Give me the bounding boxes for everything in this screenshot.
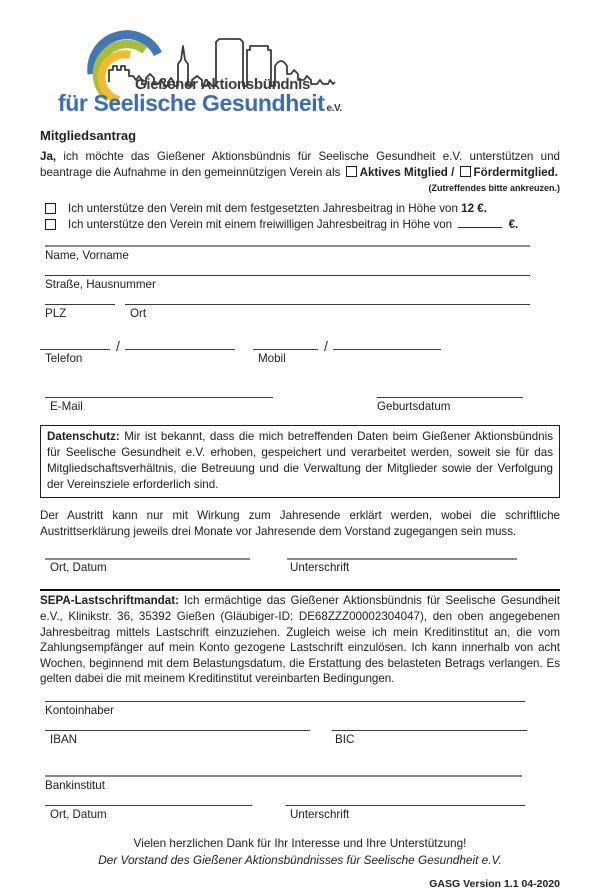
iban-input-line[interactable]: [45, 730, 310, 731]
ankreuzen-note: (Zutreffendes bitte ankreuzen.): [428, 182, 560, 193]
ort-field-label: Ort: [130, 306, 147, 320]
fixed-contribution-amount: 12 €.: [461, 201, 487, 215]
unterschrift-signature-line-2[interactable]: [286, 805, 525, 806]
plz-field-label: PLZ: [45, 306, 67, 320]
option-aktives-mitglied: Aktives Mitglied: [359, 166, 448, 180]
fixed-contribution-checkbox[interactable]: [45, 203, 56, 214]
austritt-paragraph: Der Austritt kann nur mit Wirkung zum Jahresende erklärt werden, wobei die schriftliche Austrittserklärung jeweils drei Monate vor Jahresende dem Vorstand zugegangen sein muss.: [40, 508, 560, 539]
bic-input-line[interactable]: [332, 730, 527, 731]
ort-input-line[interactable]: [125, 304, 530, 305]
ort-datum-label-2: Ort, Datum: [50, 807, 107, 821]
personal-data-section: [40, 245, 560, 418]
telefon-separator: /: [116, 337, 120, 354]
closing-block: [40, 835, 560, 869]
org-name-line1: Gießener Aktionsbündnis: [135, 76, 311, 93]
fixed-contribution-row: [40, 201, 560, 217]
org-name-line2-text: für Seelische Gesundheit: [58, 90, 325, 116]
datenschutz-box: [40, 425, 560, 498]
amount-blank-field[interactable]: [458, 217, 502, 228]
fixed-contribution-text: Ich unterstütze den Verein mit dem festgesetzten Jahresbeitrag in Höhe von: [68, 201, 458, 215]
intro-paragraph: [40, 149, 560, 182]
thanks-line: Vielen herzlichen Dank für Ihr Interesse und Ihre Unterstützung!: [133, 835, 467, 850]
version-footer: GASG Version 1.1 04-2020: [429, 877, 560, 890]
geburtsdatum-field-label: Geburtsdatum: [377, 399, 451, 413]
name-field-label: Name, Vorname: [45, 248, 129, 262]
bankinstitut-field-label: Bankinstitut: [45, 778, 105, 792]
telefon-field-label: Telefon: [45, 351, 83, 365]
datenschutz-text: Mir ist bekannt, dass die mich betreffenden Daten beim Gießener Aktionsbündnis für Seelische Gesundheit e.V. erhoben, gespeichert und verarbeitet werden, soweit sie für das Mitgliedschaftsverhältnis, die Betreuung und die Verwaltung der Mitglieder sowie der Verfolgung der Vereinsziele erforderlich sind.: [47, 429, 553, 492]
iban-bic-row: [40, 730, 560, 751]
unterschrift-label-2: Unterschrift: [290, 807, 350, 821]
option-separator: /: [447, 166, 458, 180]
contribution-options: [40, 201, 560, 233]
kontoinhaber-field-label: Kontoinhaber: [45, 703, 114, 717]
intro-lead: Ja,: [40, 150, 57, 163]
ort-datum-signature-line-1[interactable]: [45, 558, 250, 560]
street-field-label: Straße, Hausnummer: [45, 277, 156, 291]
form-title: Mitgliedsantrag: [40, 128, 137, 143]
foerdermitglied-checkbox[interactable]: [460, 166, 471, 177]
option-foerdermitglied: Fördermitglied.: [473, 166, 558, 180]
name-field-row: [40, 245, 560, 262]
mobil-separator: /: [324, 337, 328, 354]
telefon-prefix-line[interactable]: [40, 349, 110, 350]
org-logo: [58, 30, 398, 118]
email-field-label: E-Mail: [50, 399, 83, 413]
email-input-line[interactable]: [45, 397, 273, 398]
voluntary-contribution-row: [40, 217, 560, 233]
kontoinhaber-field-row: [40, 701, 560, 717]
geburtsdatum-input-line[interactable]: [377, 397, 523, 398]
signature-row-sepa: [40, 805, 560, 829]
voluntary-contribution-currency: €.: [508, 217, 519, 231]
bic-field-label: BIC: [335, 732, 355, 746]
plz-input-line[interactable]: [45, 304, 115, 305]
ort-datum-signature-line-2[interactable]: [45, 805, 252, 806]
mobil-prefix-line[interactable]: [253, 349, 318, 350]
mobil-number-line[interactable]: [333, 349, 441, 350]
telefon-mobil-row: [40, 337, 560, 373]
voluntary-contribution-checkbox[interactable]: [45, 219, 56, 230]
fixed-contribution-label: [68, 201, 487, 217]
voluntary-contribution-label: [68, 217, 518, 233]
signature-row-membership: [40, 558, 560, 584]
vorstand-line: Der Vorstand des Gießener Aktionsbündnisses für Seelische Gesundheit e.V.: [98, 852, 502, 867]
plz-ort-row: [40, 304, 560, 325]
ort-datum-label-1: Ort, Datum: [50, 561, 107, 575]
unterschrift-label-1: Unterschrift: [290, 561, 350, 575]
iban-field-label: IBAN: [50, 732, 78, 746]
sepa-paragraph: [40, 593, 560, 687]
org-suffix: e.V.: [326, 103, 342, 114]
org-name-line2: [58, 90, 342, 117]
mobil-field-label: Mobil: [258, 351, 286, 365]
unterschrift-signature-line-1[interactable]: [287, 558, 517, 560]
bank-data-section: [40, 701, 560, 829]
voluntary-contribution-text: Ich unterstütze den Verein mit einem freiwilligen Jahresbeitrag in Höhe von: [68, 217, 453, 231]
section-divider: [40, 589, 560, 591]
datenschutz-label: Datenschutz:: [47, 429, 120, 443]
aktives-mitglied-checkbox[interactable]: [346, 166, 357, 177]
street-field-row: [40, 275, 560, 291]
intro-text: ich möchte das Gießener Aktionsbündnis für Seelische Gesundheit e.V. unterstützen und beantrage die Aufnahme in den gemeinnützigen Verein als: [40, 150, 560, 180]
email-geburtsdatum-row: [40, 397, 560, 418]
bankinstitut-field-row: [40, 775, 560, 792]
sepa-label: SEPA-Lastschriftmandat:: [40, 594, 179, 608]
sepa-text: Ich ermächtige das Gießener Aktionsbündnis für Seelische Gesundheit e.V., Klinikstr. 36, 35392 Gießen (Gläubiger-ID: DE68ZZZ00002304047), den oben angegebenen Jahresbeitrag mittels Lastschrift einzuziehen. Zugleich weise ich mein Kreditinstitut an, die vom Zahlungsempfänger auf mein Konto gezogene Lastschrift einzulösen. Ich kann innerhalb von acht Wochen, beginnend mit dem Belastungsdatum, die Erstattung des belasteten Betrags verlangen. Es gelten dabei die mit meinem Kreditinstitut vereinbarten Bedingungen.: [40, 594, 560, 686]
telefon-number-line[interactable]: [125, 349, 235, 350]
